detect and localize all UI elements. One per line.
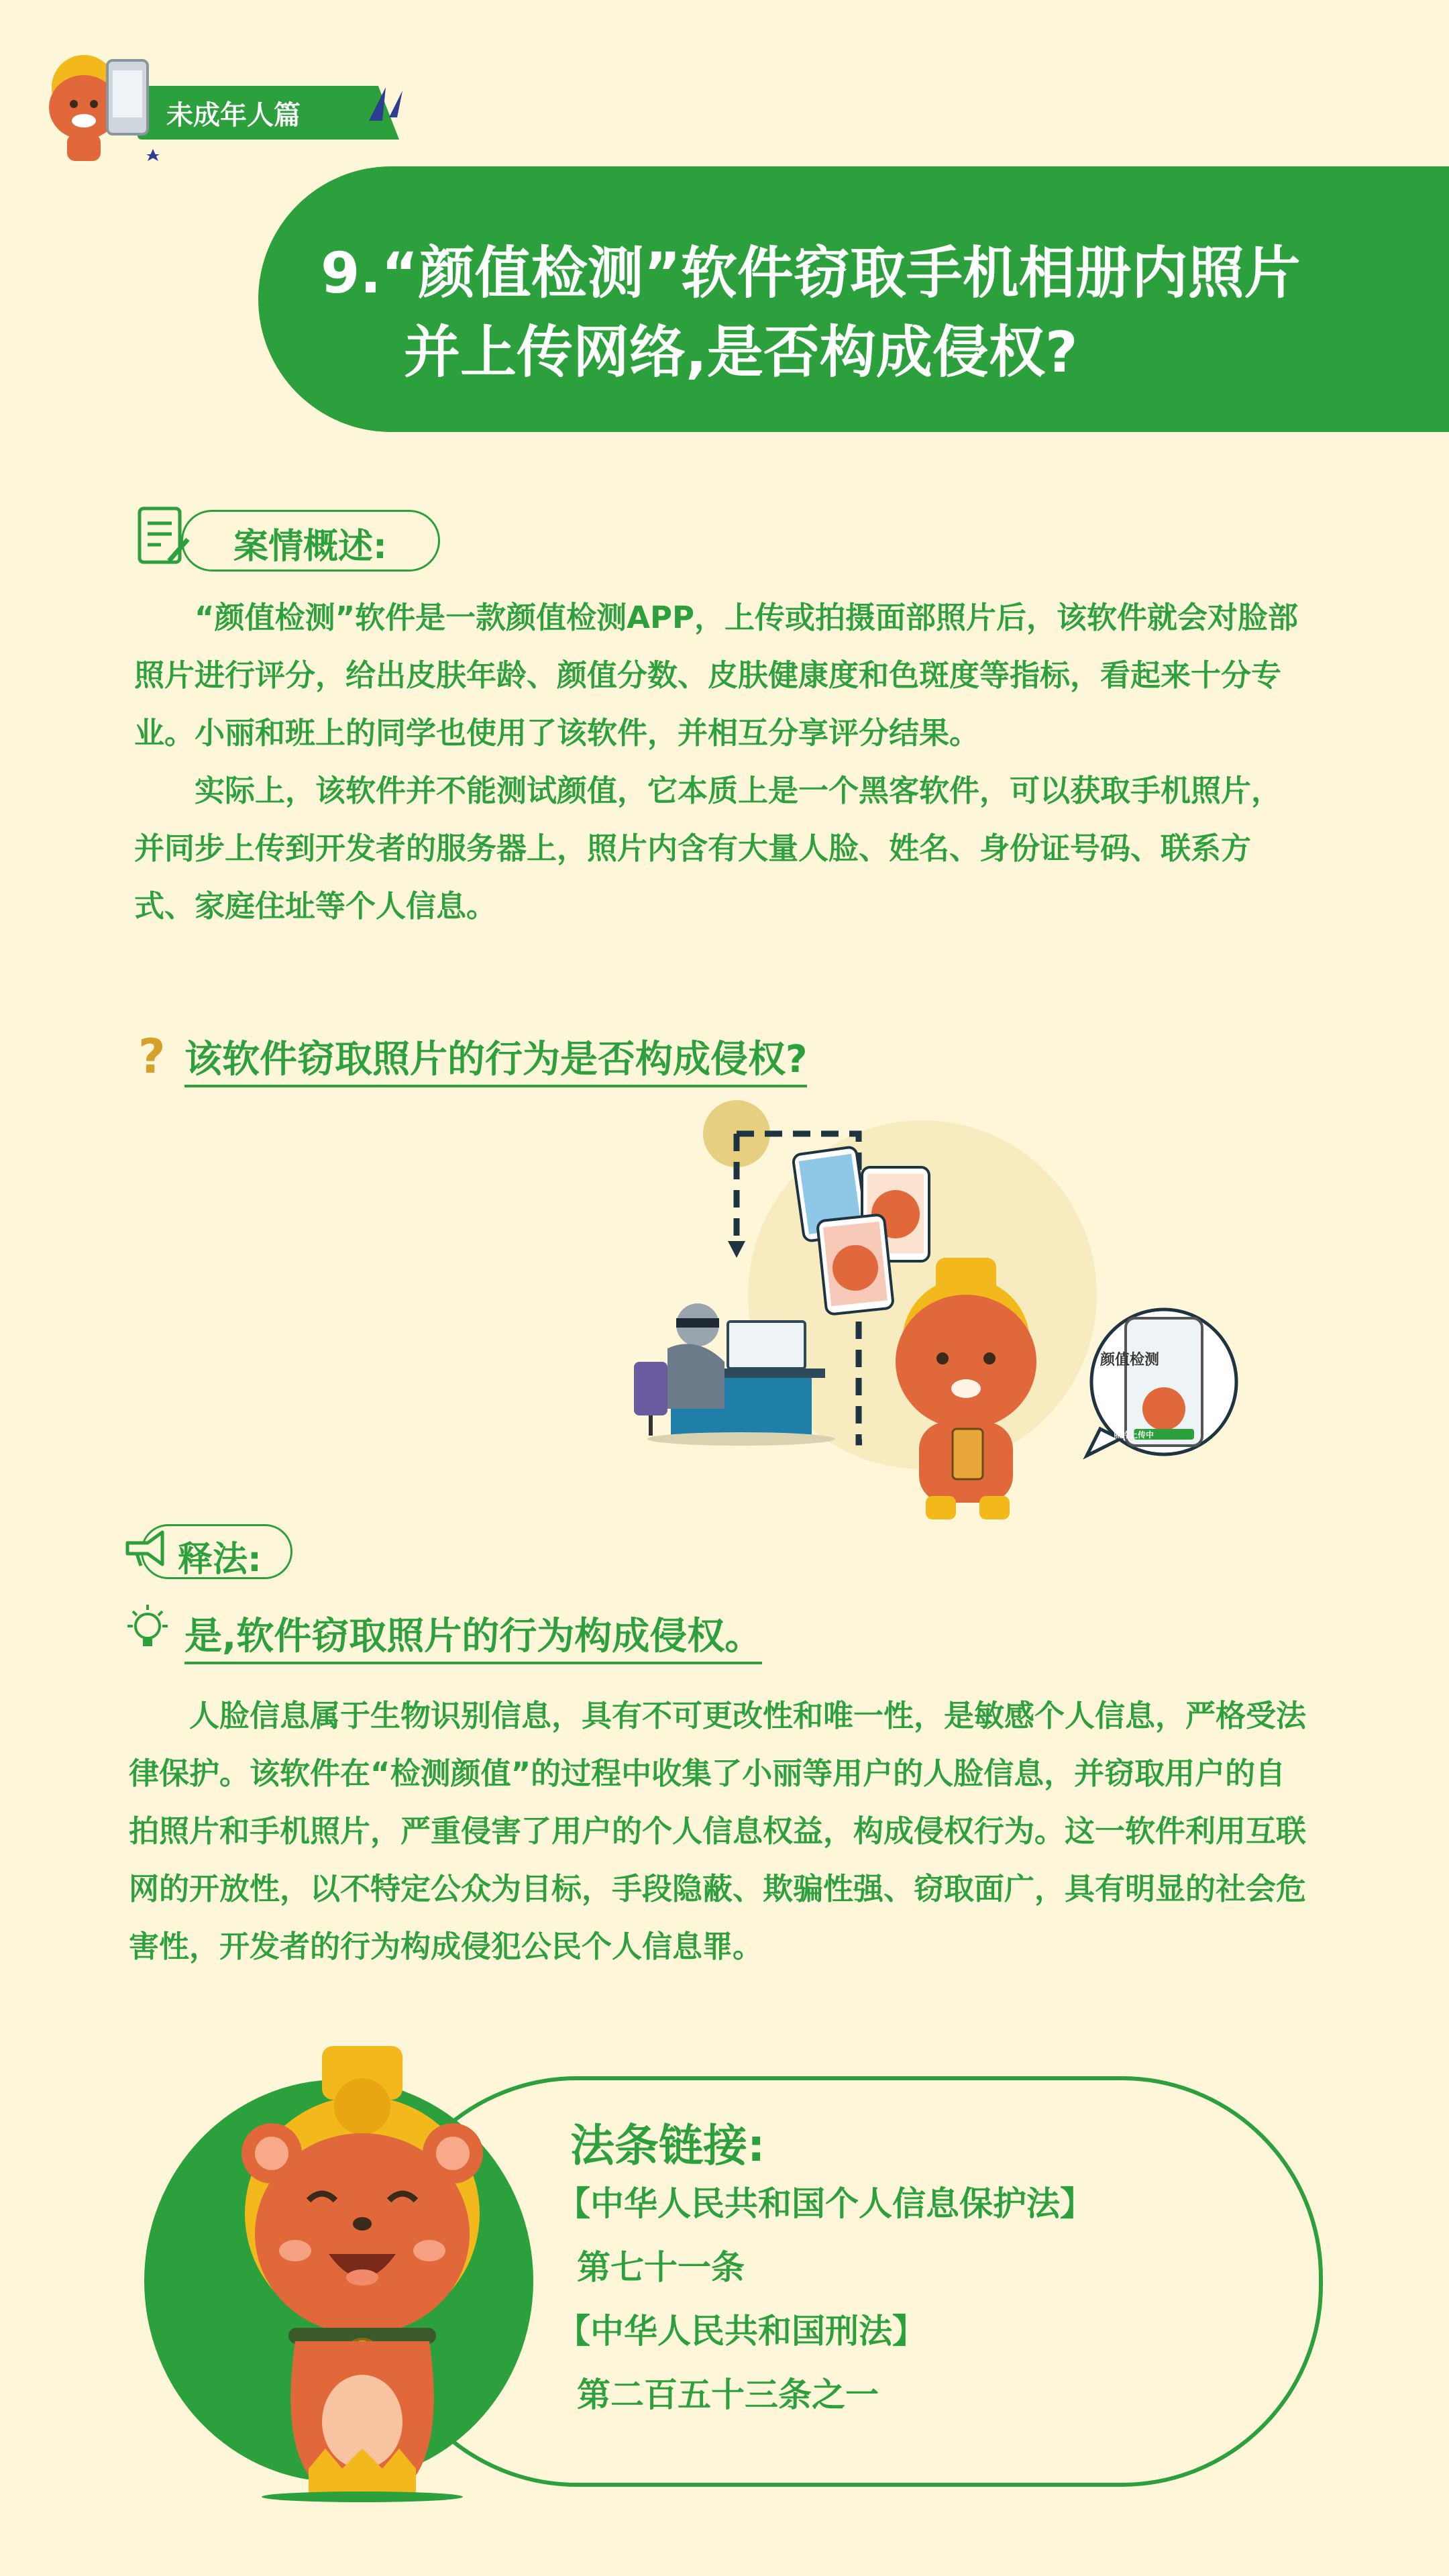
- page-title-line2: 并上传网络,是否构成侵权?: [404, 319, 1078, 385]
- page-title-line1: 9.“颜值检测”软件窃取手机相册内照片: [321, 240, 1301, 306]
- case-body: [134, 589, 1305, 935]
- law-title: 法条链接:: [570, 2120, 765, 2171]
- category-tag-text: 未成年人篇: [166, 100, 301, 131]
- megaphone-icon: [121, 1528, 174, 1568]
- svg-text:?: ?: [138, 1030, 166, 1083]
- phone-app-title: 颜值检测: [1100, 1352, 1160, 1368]
- case-paragraph-1: “颜值检测”软件是一款颜值检测APP，上传或拍摄面部照片后，该软件就会对脸部照片进行评分，给出皮肤年龄、颜值分数、皮肤健康度和色斑度等指标，看起来十分专业。小丽和班上的同学也使用了该软件，并相互分享评分结果。: [134, 600, 1298, 751]
- law-article-1: 第七十一条: [577, 2248, 745, 2287]
- law-name-1: 【中华人民共和国个人信息保护法】: [557, 2184, 1093, 2223]
- law-name-2: 【中华人民共和国刑法】: [557, 2312, 926, 2351]
- question-mark-icon: [133, 1030, 173, 1083]
- question-text: 该软件窃取照片的行为是否构成侵权?: [184, 1030, 807, 1087]
- lightbulb-icon: [121, 1602, 174, 1656]
- answer-text: 是,软件窃取照片的行为构成侵权。: [184, 1607, 762, 1664]
- explain-heading: 释法:: [178, 1540, 262, 1580]
- document-pen-icon: [134, 504, 195, 572]
- sparkle-icon: [356, 80, 416, 134]
- mascot-large-icon: [208, 2033, 517, 2502]
- law-article-2: 第二百五十三条之一: [577, 2375, 879, 2414]
- hacker-illustration: [604, 1093, 1248, 1550]
- case-paragraph-2: 实际上，该软件并不能测试颜值，它本质上是一个黑客软件，可以获取手机照片，并同步上传到开发者的服务器上，照片内含有大量人脸、姓名、身份证号码、联系方式、家庭住址等个人信息。: [134, 773, 1282, 924]
- phone-upload-status: 照片上传中: [1114, 1430, 1155, 1440]
- mascot-small-icon: [27, 40, 161, 168]
- case-heading: 案情概述:: [233, 527, 387, 567]
- explain-paragraph: 人脸信息属于生物识别信息，具有不可更改性和唯一性，是敏感个人信息，严格受法律保护。该软件在“检测颜值”的过程中收集了小丽等用户的人脸信息，并窃取用户的自拍照片和手机照片，严重侵害了用户的个人信息权益，构成侵权行为。这一软件利用互联网的开放性，以不特定公众为目标，手段隐蔽、欺骗性强、窃取面广，具有明显的社会危害性，开发者的行为构成侵犯公民个人信息罪。: [129, 1698, 1307, 1964]
- explain-body: [129, 1687, 1309, 1976]
